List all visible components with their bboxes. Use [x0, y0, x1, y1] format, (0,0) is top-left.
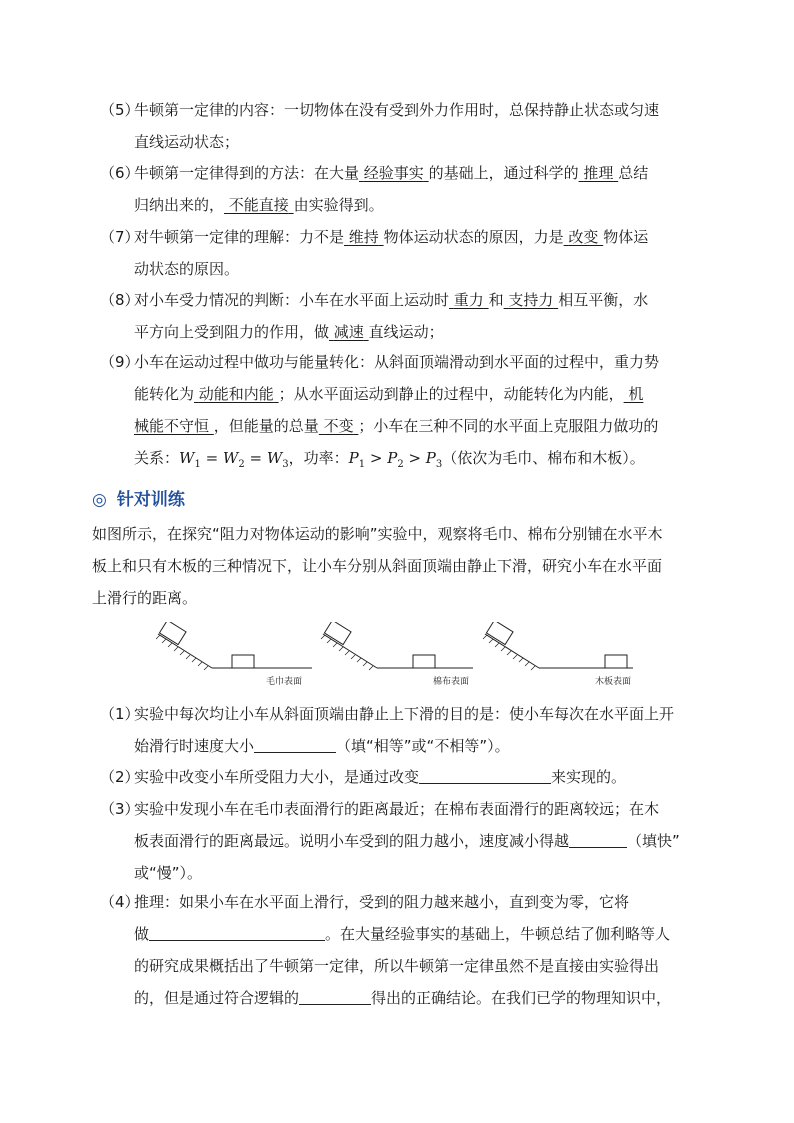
answer-underlined: 机	[628, 385, 644, 403]
text: 总结	[618, 164, 649, 182]
section-title	[92, 487, 185, 513]
text: 的基础上，通过科学的	[428, 164, 579, 182]
work-relation-formula: $W_1 = W_2 = W_3$	[179, 449, 289, 470]
item-text-line	[100, 730, 700, 762]
answer-underlined: 不能直接	[228, 196, 289, 214]
text: 做	[134, 925, 150, 943]
text: 和	[488, 291, 504, 309]
answer-underlined: 改变	[568, 228, 599, 246]
answer-blank[interactable]	[419, 765, 551, 784]
item-text-line	[100, 157, 700, 189]
answer-underlined: 减速	[333, 323, 364, 341]
item-text-line: 的研究成果概括出了牛顿第一定律，所以牛顿第一定律虽然不是直接由实验得出	[134, 957, 660, 975]
text: ；从水平面运动到静止的过程中，动能转化为内能，	[278, 385, 624, 403]
question-4	[100, 886, 700, 1014]
figure-label: 木板表面	[595, 677, 632, 687]
text: ，但能量的总量	[213, 417, 319, 435]
text: ，功率：	[288, 449, 349, 467]
text: 板表面滑行的距离最远。说明小车受到的阻力越小，速度减小得越	[134, 832, 570, 850]
answer-blank[interactable]	[569, 829, 627, 848]
text: （填快”	[627, 832, 680, 850]
circle-bullet-icon: ◎	[92, 490, 107, 510]
text: ；小车在三种不同的水平面上克服阻力做功的	[358, 417, 659, 435]
answer-underlined: 经验事实	[363, 164, 424, 182]
text: 来实现的。	[551, 768, 627, 786]
item-text-line: 动状态的原因。	[134, 260, 240, 278]
question-2	[100, 761, 700, 793]
text: 。在大量经验事实的基础上，牛顿总结了伽利略等人	[325, 925, 671, 943]
item-text-line	[100, 221, 700, 253]
figure-label: 毛巾表面	[266, 677, 303, 687]
paragraph-line: 板上和只有木板的三种情况下，让小车分别从斜面顶端由静止下滑，研究小车在水平面	[92, 557, 663, 575]
item-number: （1）	[100, 705, 140, 723]
item-text-line: 或“慢”）。	[134, 864, 203, 882]
item-number: （9）	[100, 353, 140, 371]
item-text-line: 直线运动状态；	[134, 133, 240, 151]
answer-underlined: 推理	[583, 164, 614, 182]
block-box	[232, 655, 254, 668]
item-text-line	[100, 378, 700, 410]
item-text-line: 实验中发现小车在毛巾表面滑行的距离最近；在棉布表面滑行的距离较远；在木	[134, 800, 660, 818]
list-item-9	[100, 346, 700, 481]
text: 物体运动状态的原因，力是	[383, 228, 564, 246]
answer-underlined: 维持	[348, 228, 379, 246]
text: 相互平衡，水	[558, 291, 649, 309]
answer-blank[interactable]	[299, 986, 371, 1005]
paragraph-line: 如图所示，在探究“阻力对物体运动的影响”实验中，观察将毛巾、棉布分别铺在水平木	[92, 525, 663, 543]
item-text-line	[100, 284, 700, 316]
item-text-line	[100, 825, 700, 857]
text: 关系：	[134, 449, 180, 467]
figure-label: 棉布表面	[433, 677, 470, 687]
item-text-line	[100, 316, 700, 348]
text: 牛顿第一定律得到的方法：在大量	[134, 164, 360, 182]
panel-cotton	[321, 622, 473, 687]
item-number: （8）	[100, 291, 140, 309]
experiment-figure	[156, 622, 636, 694]
text: 始滑行时速度大小	[134, 737, 255, 755]
text: 能转化为	[134, 385, 195, 403]
text: 得出的正确结论。在我们已学的物理知识中，	[371, 989, 672, 1007]
item-number: （7）	[100, 228, 140, 246]
item-number: （2）	[100, 768, 140, 786]
item-number: （3）	[100, 800, 140, 818]
ramp-hatching	[156, 635, 208, 670]
answer-underlined: 动能和内能	[198, 385, 274, 403]
answer-blank[interactable]	[254, 734, 336, 753]
text: （依次为毛巾、棉布和木板）。	[442, 449, 645, 467]
text: 平方向上受到阻力的作用，做	[134, 323, 330, 341]
text: （填“相等”或“不相等”）。	[336, 737, 510, 755]
list-item-6	[100, 157, 700, 221]
item-text-line: 小车在运动过程中做功与能量转化：从斜面顶端滑动到水平面的过程中，重力势	[134, 353, 660, 371]
panel-wood	[483, 622, 633, 687]
item-text-line: 牛顿第一定律的内容：一切物体在没有受到外力作用时，总保持静止状态或匀速	[134, 101, 660, 119]
item-number: （6）	[100, 164, 140, 182]
item-text-line	[100, 442, 700, 481]
list-item-8	[100, 284, 700, 348]
item-text-line: 推理：如果小车在水平面上滑行，受到的阻力越来越小，直到变为零，它将	[134, 893, 630, 911]
list-item-5	[100, 94, 700, 158]
item-text-line	[100, 410, 700, 442]
answer-blank[interactable]	[149, 922, 325, 941]
list-item-7	[100, 221, 700, 285]
item-text-line	[100, 189, 700, 221]
power-relation-formula: $P_1 > P_2 > P_3$	[348, 449, 443, 470]
intro-paragraph	[92, 518, 702, 614]
text: 对牛顿第一定律的理解：力不是	[134, 228, 345, 246]
item-text-line	[100, 761, 700, 793]
item-text-line: 实验中每次均让小车从斜面顶端由静止上下滑的目的是：使小车每次在水平面上开	[134, 705, 675, 723]
text: 物体运	[603, 228, 649, 246]
panel-towel	[156, 622, 312, 687]
text: 由实验得到。	[293, 196, 384, 214]
answer-underlined: 不变	[323, 417, 354, 435]
question-1	[100, 698, 700, 762]
question-3	[100, 793, 700, 889]
item-text-line	[100, 918, 700, 950]
text: 的，但是通过符合逻辑的	[134, 989, 300, 1007]
paragraph-line: 上滑行的距离。	[92, 589, 198, 607]
item-text-line	[100, 982, 700, 1014]
item-number: （4）	[100, 893, 140, 911]
item-number: （5）	[100, 101, 140, 119]
text: 实验中改变小车所受阻力大小，是通过改变	[134, 768, 420, 786]
text: 直线运动；	[368, 323, 444, 341]
answer-underlined: 械能不守恒	[134, 417, 210, 435]
text: 对小车受力情况的判断：小车在水平面上运动时	[134, 291, 450, 309]
text: 归纳出来的，	[134, 196, 225, 214]
answer-underlined: 支持力	[508, 291, 554, 309]
section-title-text: 针对训练	[116, 490, 185, 510]
ramp-line	[158, 634, 212, 668]
answer-underlined: 重力	[453, 291, 484, 309]
